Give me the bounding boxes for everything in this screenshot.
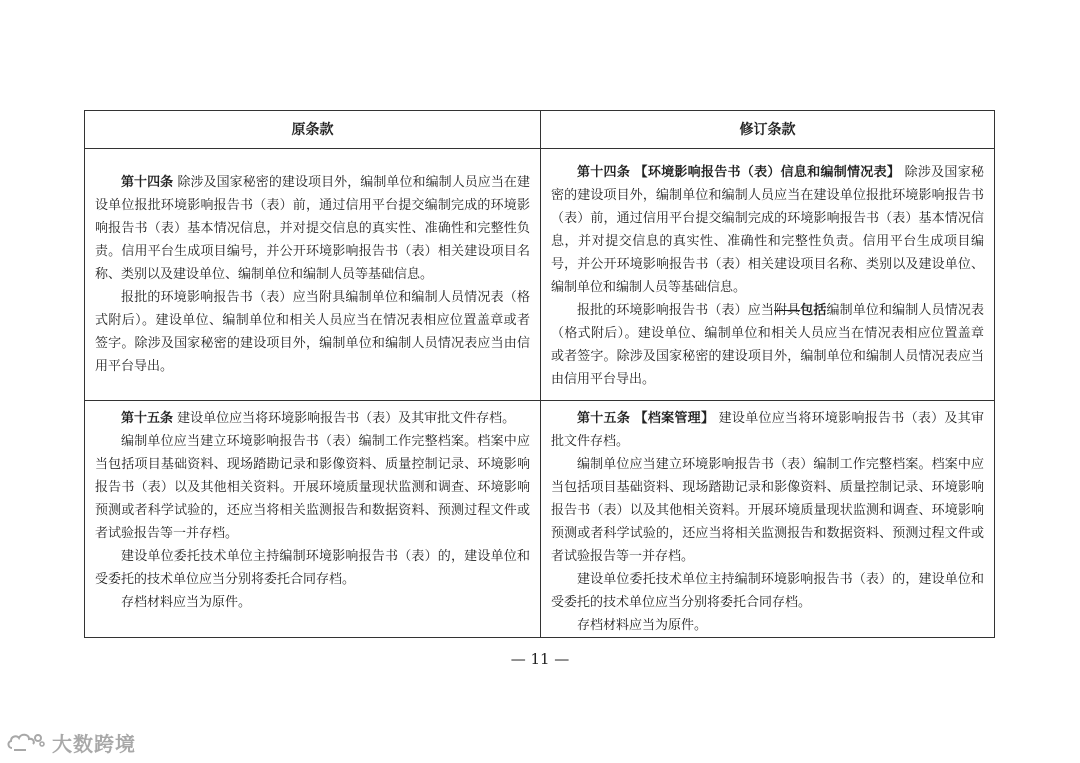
row2-original-para1 (95, 407, 530, 430)
row2-original-cell (85, 407, 540, 614)
page-number: — 11 — (510, 650, 570, 668)
article-14-label: 第十四条 (121, 175, 174, 190)
paragraph-text: 存档材料应当为原件。 (121, 595, 252, 610)
article-14-title: 【环境影响报告书（表）信息和编制情况表】 (634, 165, 901, 180)
paragraph-text: 建设单位应当将环境影响报告书（表）及其审批文件存档。 (173, 411, 516, 426)
row1-original-cell (85, 171, 540, 378)
watermark-text: 大数跨境 (52, 731, 136, 756)
row2-original-para3 (95, 545, 530, 591)
paragraph-text: 报批的环境影响报告书（表）应当 (577, 303, 774, 318)
row2-revised-para2 (551, 453, 984, 568)
article-14-label: 第十四条 (577, 165, 631, 180)
paragraph-text: 除涉及国家秘密的建设项目外，编制单位和编制人员应当在建设单位报批环境影响报告书（表）前，通过信用平台提交编制完成的环境影响报告书（表）基本情况信息，并对提交信息的真实性、准确性和完整性负责。信用平台生成项目编号，并公开环境影响报告书（表）相关建设项目名称、类别以及建设单位、编制单位和编制人员等基础信息。 (95, 175, 530, 282)
comparison-table (84, 110, 995, 638)
paragraph-text: 建设单位应当将环境影响报告书（表）及其审批文件存档。 (551, 411, 984, 449)
row1-revised-cell (541, 161, 994, 391)
paragraph-text: 报批的环境影响报告书（表）应当附具编制单位和编制人员情况表（格式附后）。建设单位、编制单位和相关人员应当在情况表相应位置盖章或者签字。除涉及国家秘密的建设项目外，编制单位和编制人员情况表应当由信用平台导出。 (95, 290, 530, 374)
paragraph-text: 编制单位应当建立环境影响报告书（表）编制工作完整档案。档案中应当包括项目基础资料、现场踏勘记录和影像资料、质量控制记录、环境影响报告书（表）以及其他相关资料。开展环境质量现状监测和调查、环境影响预测或者科学试验的，还应当将相关监测报告和数据资料、预测过程文件或者试验报告等一并存档。 (551, 457, 984, 564)
inserted-text: 包括 (800, 303, 827, 318)
paragraph-text: 除涉及国家秘密的建设项目外，编制单位和编制人员应当在建设单位报批环境影响报告书（表）前，通过信用平台提交编制完成的环境影响报告书（表）基本情况信息，并对提交信息的真实性、准确性和完整性负责。信用平台生成项目编号，并公开环境影响报告书（表）相关建设项目名称、类别以及建设单位、编制单位和编制人员等基础信息。 (551, 165, 984, 295)
row2-revised-para3 (551, 568, 984, 614)
row1-revised-para1 (551, 161, 984, 299)
row2-original-para4 (95, 591, 530, 614)
header-original: 原条款 (291, 122, 334, 138)
article-15-label: 第十五条 (577, 411, 631, 426)
row-divider (85, 400, 994, 401)
header-divider (85, 148, 994, 149)
deleted-text: 附具 (773, 303, 801, 318)
paragraph-text: 存档材料应当为原件。 (577, 618, 708, 633)
paragraph-text: 编制单位应当建立环境影响报告书（表）编制工作完整档案。档案中应当包括项目基础资料、现场踏勘记录和影像资料、质量控制记录、环境影响报告书（表）以及其他相关资料。开展环境质量现状监测和调查、环境影响预测或者科学试验的，还应当将相关监测报告和数据资料、预测过程文件或者试验报告等一并存档。 (95, 434, 530, 541)
header-revised: 修订条款 (739, 122, 796, 138)
paragraph-text: 建设单位委托技术单位主持编制环境影响报告书（表）的，建设单位和受委托的技术单位应当分别将委托合同存档。 (551, 572, 984, 610)
watermark (6, 727, 136, 757)
row1-original-para1 (95, 171, 530, 286)
row2-revised-cell (541, 407, 994, 637)
article-15-title: 【档案管理】 (634, 411, 715, 426)
row1-original-para2 (95, 286, 530, 378)
row2-revised-para4 (551, 614, 984, 637)
cloud-logo-icon (6, 730, 46, 754)
paragraph-text: 编制单位和编制人员情况表（格式附后）。建设单位、编制单位和相关人员应当在情况表相应位置盖章或者签字。除涉及国家秘密的建设项目外，编制单位和编制人员情况表应当由信用平台导出。 (551, 303, 984, 387)
row1-revised-para2 (551, 299, 984, 391)
row2-revised-para1 (551, 407, 984, 453)
row2-original-para2 (95, 430, 530, 545)
paragraph-text: 建设单位委托技术单位主持编制环境影响报告书（表）的，建设单位和受委托的技术单位应当分别将委托合同存档。 (95, 549, 530, 587)
article-15-label: 第十五条 (121, 411, 174, 426)
